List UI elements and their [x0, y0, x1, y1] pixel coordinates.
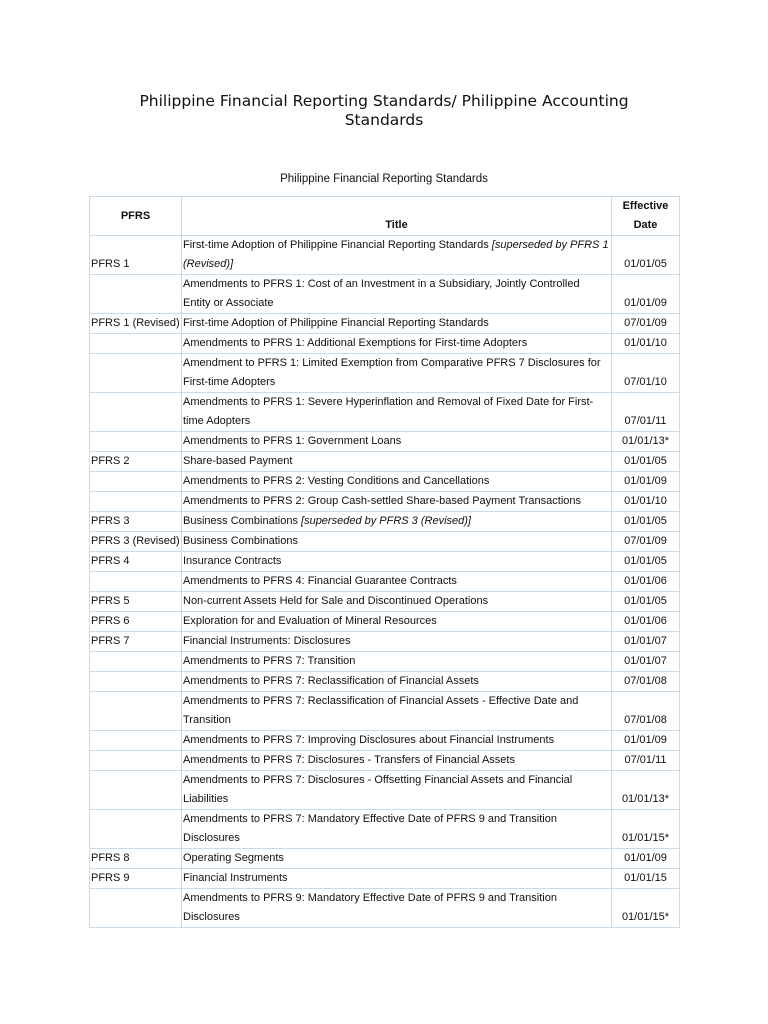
cell-effective-date: 01/01/15* [612, 889, 680, 928]
cell-title [182, 432, 612, 452]
cell-effective-date: 07/01/11 [612, 393, 680, 432]
cell-effective-date: 07/01/09 [612, 532, 680, 552]
header-effective-date [612, 197, 680, 236]
cell-effective-date: 01/01/07 [612, 652, 680, 672]
cell-effective-date: 07/01/09 [612, 314, 680, 334]
title-text: Amendments to PFRS 1: Cost of an Investment in a Subsidiary, Jointly Controlled Entity or Associate [183, 278, 580, 309]
page-title-line-1: Philippine Financial Reporting Standards/ Philippine Accounting [139, 92, 629, 110]
title-text: Amendments to PFRS 7: Reclassification of Financial Assets [183, 675, 479, 687]
cell-title [182, 452, 612, 472]
title-text: Amendments to PFRS 4: Financial Guarantee Contracts [183, 575, 457, 587]
cell-pfrs-code: PFRS 9 [90, 869, 182, 889]
cell-title [182, 652, 612, 672]
cell-effective-date: 01/01/05 [612, 512, 680, 532]
table-row [90, 512, 680, 532]
cell-effective-date: 01/01/09 [612, 472, 680, 492]
table-row [90, 751, 680, 771]
table-row [90, 236, 680, 275]
table-row [90, 692, 680, 731]
cell-title [182, 472, 612, 492]
table-row [90, 552, 680, 572]
table-row [90, 652, 680, 672]
title-text: Amendments to PFRS 1: Government Loans [183, 435, 402, 447]
title-text: Amendments to PFRS 7: Transition [183, 655, 356, 667]
title-text: Amendments to PFRS 7: Mandatory Effective Date of PFRS 9 and Transition Disclosures [183, 813, 557, 844]
table-row [90, 592, 680, 612]
cell-effective-date: 01/01/05 [612, 236, 680, 275]
cell-pfrs-code [90, 751, 182, 771]
table-row [90, 432, 680, 452]
cell-pfrs-code: PFRS 7 [90, 632, 182, 652]
table-row [90, 672, 680, 692]
cell-effective-date: 01/01/09 [612, 731, 680, 751]
title-text: Amendments to PFRS 1: Severe Hyperinflation and Removal of Fixed Date for First-time Adopters [183, 396, 594, 427]
table-row [90, 632, 680, 652]
cell-title [182, 592, 612, 612]
cell-effective-date: 01/01/13* [612, 771, 680, 810]
table-row [90, 572, 680, 592]
title-text: First-time Adoption of Philippine Financial Reporting Standards [183, 317, 489, 329]
cell-effective-date: 01/01/15 [612, 869, 680, 889]
cell-title [182, 692, 612, 731]
table-row [90, 314, 680, 334]
table-row [90, 532, 680, 552]
cell-title [182, 354, 612, 393]
table-row [90, 731, 680, 751]
cell-effective-date: 07/01/08 [612, 672, 680, 692]
page-title [60, 92, 708, 130]
cell-title [182, 612, 612, 632]
cell-pfrs-code: PFRS 1 [90, 236, 182, 275]
cell-effective-date: 01/01/05 [612, 552, 680, 572]
cell-effective-date: 07/01/08 [612, 692, 680, 731]
table-row [90, 452, 680, 472]
cell-pfrs-code [90, 432, 182, 452]
title-text: First-time Adoption of Philippine Financial Reporting Standards [183, 239, 492, 251]
cell-pfrs-code [90, 810, 182, 849]
cell-effective-date: 01/01/07 [612, 632, 680, 652]
cell-pfrs-code [90, 771, 182, 810]
title-text: Amendments to PFRS 7: Disclosures - Offsetting Financial Assets and Financial Liabilities [183, 774, 573, 805]
cell-title [182, 731, 612, 751]
cell-pfrs-code [90, 889, 182, 928]
cell-effective-date: 01/01/06 [612, 612, 680, 632]
cell-pfrs-code: PFRS 8 [90, 849, 182, 869]
superseded-note: [superseded by PFRS 3 (Revised)] [301, 515, 471, 527]
cell-effective-date: 01/01/15* [612, 810, 680, 849]
cell-title [182, 672, 612, 692]
title-text: Insurance Contracts [183, 555, 282, 567]
cell-pfrs-code [90, 692, 182, 731]
cell-pfrs-code: PFRS 2 [90, 452, 182, 472]
cell-pfrs-code: PFRS 5 [90, 592, 182, 612]
cell-pfrs-code [90, 672, 182, 692]
cell-pfrs-code [90, 492, 182, 512]
standards-table [89, 196, 680, 928]
table-row [90, 612, 680, 632]
title-text: Share-based Payment [183, 455, 293, 467]
cell-title [182, 869, 612, 889]
table-row [90, 354, 680, 393]
cell-pfrs-code: PFRS 4 [90, 552, 182, 572]
cell-title [182, 849, 612, 869]
title-text: Amendments to PFRS 2: Group Cash-settled Share-based Payment Transactions [183, 495, 582, 507]
cell-pfrs-code [90, 334, 182, 354]
table-row [90, 771, 680, 810]
table-row [90, 334, 680, 354]
cell-effective-date: 07/01/11 [612, 751, 680, 771]
table-body [90, 236, 680, 928]
cell-effective-date: 07/01/10 [612, 354, 680, 393]
table-row [90, 810, 680, 849]
table-row [90, 492, 680, 512]
cell-pfrs-code: PFRS 3 [90, 512, 182, 532]
table-row [90, 889, 680, 928]
header-pfrs: PFRS [90, 197, 182, 236]
cell-title [182, 532, 612, 552]
cell-title [182, 751, 612, 771]
title-text: Amendments to PFRS 7: Improving Disclosures about Financial Instruments [183, 734, 555, 746]
cell-title [182, 552, 612, 572]
cell-pfrs-code [90, 652, 182, 672]
table-header-row [90, 197, 680, 236]
cell-effective-date: 01/01/10 [612, 334, 680, 354]
cell-pfrs-code [90, 731, 182, 751]
cell-title [182, 236, 612, 275]
title-text: Non-current Assets Held for Sale and Discontinued Operations [183, 595, 489, 607]
cell-pfrs-code: PFRS 3 (Revised) [90, 532, 182, 552]
table-row [90, 472, 680, 492]
superseded-note: [superseded by PFRS 1 (Revised)] [183, 239, 609, 270]
title-text: Operating Segments [183, 852, 284, 864]
cell-title [182, 572, 612, 592]
header-title: Title [182, 197, 612, 236]
table-row [90, 393, 680, 432]
cell-effective-date: 01/01/05 [612, 592, 680, 612]
table-row [90, 275, 680, 314]
table-caption: Philippine Financial Reporting Standards [280, 173, 488, 185]
cell-pfrs-code: PFRS 6 [90, 612, 182, 632]
title-text: Financial Instruments [183, 872, 288, 884]
cell-title [182, 334, 612, 354]
cell-effective-date: 01/01/10 [612, 492, 680, 512]
table-row [90, 849, 680, 869]
cell-title [182, 393, 612, 432]
title-text: Amendments to PFRS 2: Vesting Conditions and Cancellations [183, 475, 490, 487]
cell-title [182, 632, 612, 652]
header-effective-label: Effective [622, 200, 669, 212]
title-text: Exploration for and Evaluation of Mineral Resources [183, 615, 437, 627]
title-text: Business Combinations [183, 535, 298, 547]
title-text: Amendment to PFRS 1: Limited Exemption from Comparative PFRS 7 Disclosures for First-time Adopters [183, 357, 601, 388]
cell-pfrs-code [90, 275, 182, 314]
cell-title [182, 771, 612, 810]
cell-pfrs-code [90, 393, 182, 432]
cell-title [182, 492, 612, 512]
cell-effective-date: 01/01/06 [612, 572, 680, 592]
title-text: Amendments to PFRS 1: Additional Exemptions for First-time Adopters [183, 337, 528, 349]
cell-title [182, 889, 612, 928]
page-title-line-2: Standards [344, 111, 424, 129]
cell-pfrs-code [90, 354, 182, 393]
cell-title [182, 314, 612, 334]
title-text: Amendments to PFRS 7: Reclassification of Financial Assets - Effective Date and Transition [183, 695, 579, 726]
table-row [90, 869, 680, 889]
cell-title [182, 512, 612, 532]
cell-pfrs-code [90, 472, 182, 492]
title-text: Amendments to PFRS 9: Mandatory Effective Date of PFRS 9 and Transition Disclosures [183, 892, 557, 923]
cell-pfrs-code [90, 572, 182, 592]
title-text: Business Combinations [183, 515, 302, 527]
cell-effective-date: 01/01/09 [612, 849, 680, 869]
cell-effective-date: 01/01/09 [612, 275, 680, 314]
cell-effective-date: 01/01/05 [612, 452, 680, 472]
cell-effective-date: 01/01/13* [612, 432, 680, 452]
title-text: Financial Instruments: Disclosures [183, 635, 351, 647]
header-date-label: Date [633, 219, 658, 231]
cell-title [182, 275, 612, 314]
cell-pfrs-code: PFRS 1 (Revised) [90, 314, 182, 334]
cell-title [182, 810, 612, 849]
title-text: Amendments to PFRS 7: Disclosures - Transfers of Financial Assets [183, 754, 515, 766]
